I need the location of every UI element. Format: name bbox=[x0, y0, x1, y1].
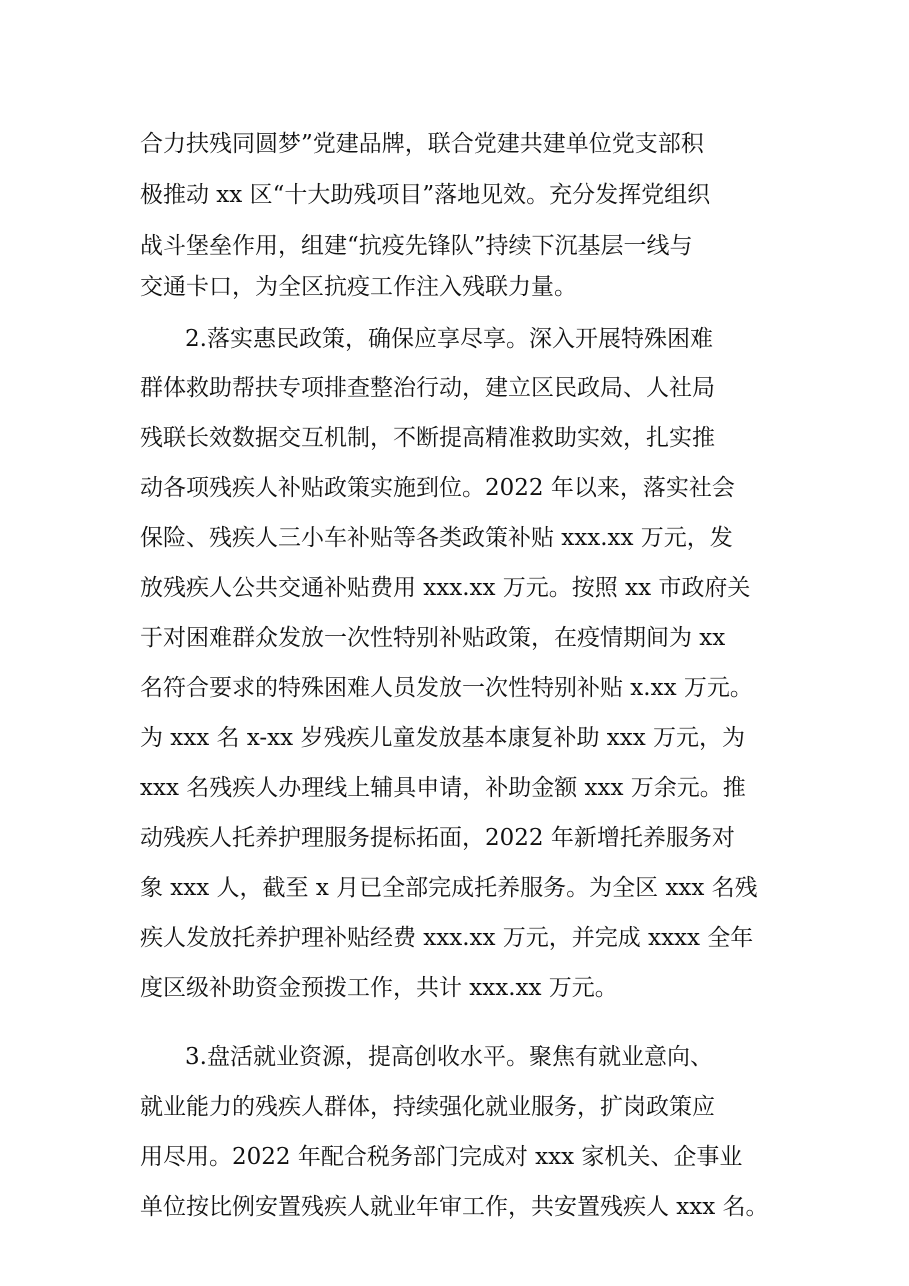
line-text: 保险、残疾人三小车补贴等各类政策补贴 xxx.xx 万元，发 bbox=[140, 525, 733, 551]
text-line-13 bbox=[0, 713, 909, 763]
text-line-6 bbox=[0, 363, 909, 413]
line-text: xxx 名残疾人办理线上辅具申请，补助金额 xxx 万余元。推 bbox=[140, 775, 746, 801]
line-text: 极推动 xx 区“十大助残项目”落地见效。充分发挥党组织 bbox=[140, 182, 711, 208]
text-line-18 bbox=[0, 963, 909, 1013]
text-line-7 bbox=[0, 413, 909, 463]
text-line-1 bbox=[0, 119, 909, 169]
text-line-4 bbox=[0, 262, 909, 312]
line-text: 就业能力的残疾人群体，持续强化就业服务，扩岗政策应 bbox=[140, 1094, 715, 1120]
text-line-20 bbox=[0, 1082, 909, 1132]
paragraph-3-line-1 bbox=[0, 1032, 909, 1082]
line-text: 3.盘活就业资源，提高创收水平。聚焦有就业意向、 bbox=[185, 1044, 713, 1070]
line-text: 2.落实惠民政策，确保应享尽享。深入开展特殊困难 bbox=[185, 326, 713, 352]
line-text: 动各项残疾人补贴政策实施到位。2022 年以来，落实社会 bbox=[140, 475, 735, 501]
text-line-8 bbox=[0, 463, 909, 513]
text-line-9 bbox=[0, 513, 909, 563]
text-line-22 bbox=[0, 1182, 909, 1232]
text-line-15 bbox=[0, 813, 909, 863]
line-text: 动残疾人托养护理服务提标拓面，2022 年新增托养服务对 bbox=[140, 825, 735, 851]
text-line-10 bbox=[0, 563, 909, 613]
line-text: 残联长效数据交互机制，不断提高精准救助实效，扎实推 bbox=[140, 425, 715, 451]
text-line-2 bbox=[0, 170, 909, 220]
line-text: 放残疾人公共交通补贴费用 xxx.xx 万元。按照 xx 市政府关 bbox=[140, 575, 751, 601]
line-text: 用尽用。2022 年配合税务部门完成对 xxx 家机关、企事业 bbox=[140, 1144, 743, 1170]
text-line-14 bbox=[0, 763, 909, 813]
text-line-21 bbox=[0, 1132, 909, 1182]
text-line-12 bbox=[0, 663, 909, 713]
line-text: 单位按比例安置残疾人就业年审工作，共安置残疾人 xxx 名。 bbox=[140, 1194, 769, 1220]
line-text: 群体救助帮扶专项排查整治行动，建立区民政局、人社局 bbox=[140, 375, 715, 401]
line-text: 交通卡口，为全区抗疫工作注入残联力量。 bbox=[140, 274, 577, 300]
line-text: 合力扶残同圆梦”党建品牌，联合党建共建单位党支部积 bbox=[140, 131, 704, 157]
text-line-17 bbox=[0, 913, 909, 963]
line-text: 于对困难群众发放一次性特别补贴政策，在疫情期间为 xx bbox=[140, 625, 726, 651]
paragraph-2-line-1 bbox=[0, 314, 909, 364]
text-line-16 bbox=[0, 863, 909, 913]
line-text: 象 xxx 人，截至 x 月已全部完成托养服务。为全区 xxx 名残 bbox=[140, 875, 758, 901]
text-line-11 bbox=[0, 613, 909, 663]
line-text: 疾人发放托养护理补贴经费 xxx.xx 万元，并完成 xxxx 全年 bbox=[140, 925, 754, 951]
line-text: 名符合要求的特殊困难人员发放一次性特别补贴 x.xx 万元。 bbox=[140, 675, 753, 701]
line-text: 度区级补助资金预拨工作，共计 xxx.xx 万元。 bbox=[140, 975, 618, 1001]
line-text: 为 xxx 名 x-xx 岁残疾儿童发放基本康复补助 xxx 万元，为 bbox=[140, 725, 745, 751]
line-text: 战斗堡垒作用，组建“抗疫先锋队”持续下沉基层一线与 bbox=[140, 233, 693, 259]
